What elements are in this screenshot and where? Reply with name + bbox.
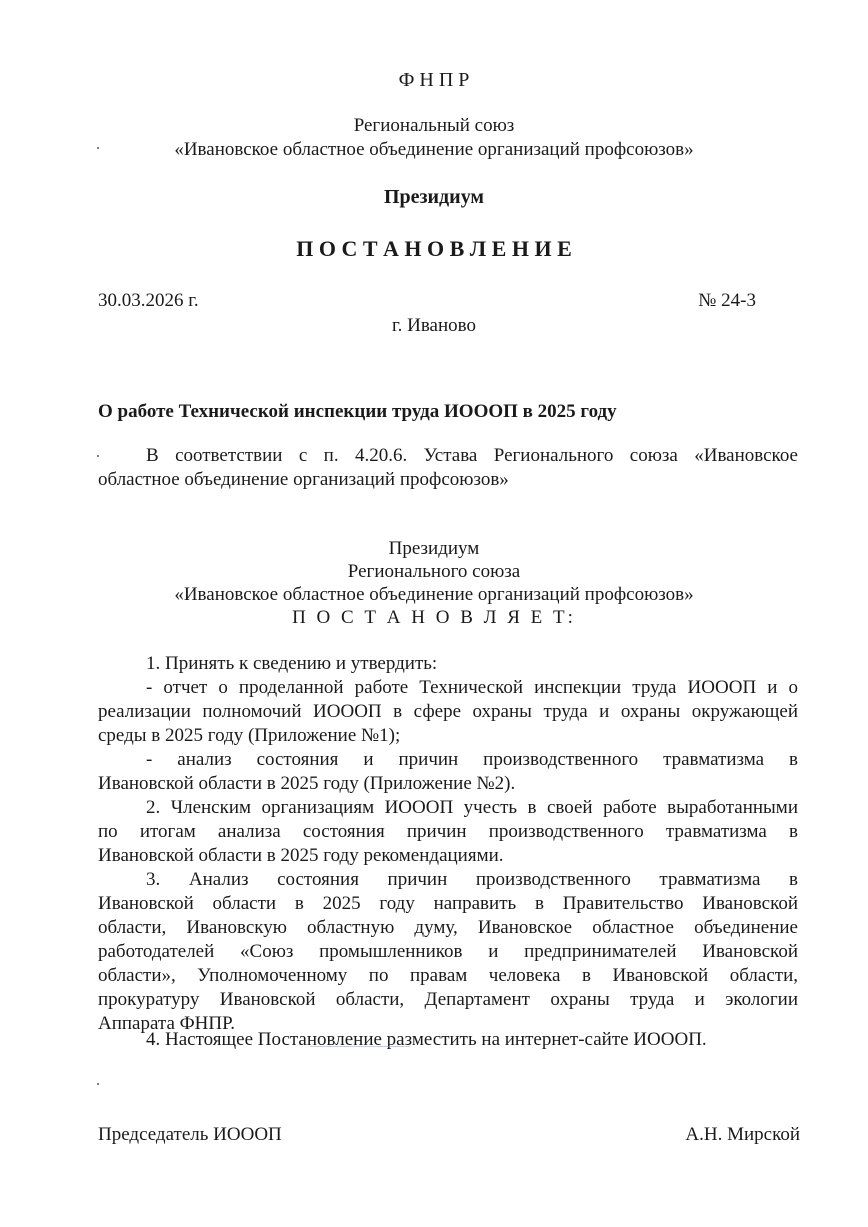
item-1b-line: Ивановской области в 2025 году (Приложение №2). <box>98 773 516 794</box>
signature-name: А.Н. Мирской <box>685 1124 800 1145</box>
resolves-verb: П О С Т А Н О В Л Я Е Т: <box>292 607 576 628</box>
item-2-line: по итогам анализа состояния причин производственного травматизма в <box>98 821 798 842</box>
item-3-line: Ивановской области в 2025 году направить в Правительство Ивановской <box>98 893 798 914</box>
union-name-line1: Региональный союз <box>353 115 515 136</box>
document-date: 30.03.2026 г. <box>98 290 199 311</box>
item-3-line: Аппарата ФНПР. <box>98 1013 236 1034</box>
presidium-heading: Президиум <box>383 186 485 208</box>
item-1-heading: 1. Принять к сведению и утвердить: <box>146 653 438 674</box>
document-city: г. Иваново <box>391 315 477 336</box>
resolves-line: «Ивановское областное объединение организаций профсоюзов» <box>174 584 694 605</box>
item-1a-line: среды в 2025 году (Приложение №1); <box>98 725 401 746</box>
union-name-line2: «Ивановское областное объединение организаций профсоюзов» <box>174 139 694 160</box>
preamble-line: В соответствии с п. 4.20.6. Устава Регионального союза «Ивановское <box>146 445 798 466</box>
org-top: Ф Н П Р <box>398 69 470 91</box>
scan-speck <box>97 147 99 149</box>
item-3-line: прокуратуру Ивановской области, Департамент охраны труда и экологии <box>98 989 798 1010</box>
item-3-line: 3. Анализ состояния причин производственного травматизма в <box>146 869 798 890</box>
scan-speck <box>97 1083 99 1085</box>
document-title: О работе Технической инспекции труда ИОООП в 2025 году <box>98 401 617 422</box>
item-1a-line: реализации полномочий ИОООП в сфере охраны труда и охраны окружающей <box>98 701 798 722</box>
item-2-line: Ивановской области в 2025 году рекомендациями. <box>98 845 504 866</box>
item-1b-line: - анализ состояния и причин производственного травматизма в <box>146 749 798 770</box>
item-2-line: 2. Членским организациям ИОООП учесть в своей работе выработанными <box>146 797 798 818</box>
item-3-line: области», Уполномоченному по правам человека в Ивановской области, <box>98 965 798 986</box>
resolves-line: Президиум <box>388 538 480 559</box>
item-4: 4. Настоящее Постановление разместить на интернет-сайте ИОООП. <box>146 1029 707 1050</box>
scan-speck <box>97 455 99 457</box>
ink-mark <box>310 1040 410 1047</box>
resolves-line: Регионального союза <box>347 561 521 582</box>
document-type: П О С Т А Н О В Л Е Н И Е <box>296 236 572 261</box>
item-3-line: области, Ивановскую областную думу, Ивановское областное объединение <box>98 917 798 938</box>
document-number: № 24-3 <box>698 290 756 311</box>
preamble-line: областное объединение организаций профсоюзов» <box>98 469 509 490</box>
item-3-line: работодателей «Союз промышленников и предпринимателей Ивановской <box>98 941 798 962</box>
signature-position: Председатель ИОООП <box>98 1124 282 1145</box>
item-1a-line: - отчет о проделанной работе Технической инспекции труда ИОООП и о <box>146 677 798 698</box>
